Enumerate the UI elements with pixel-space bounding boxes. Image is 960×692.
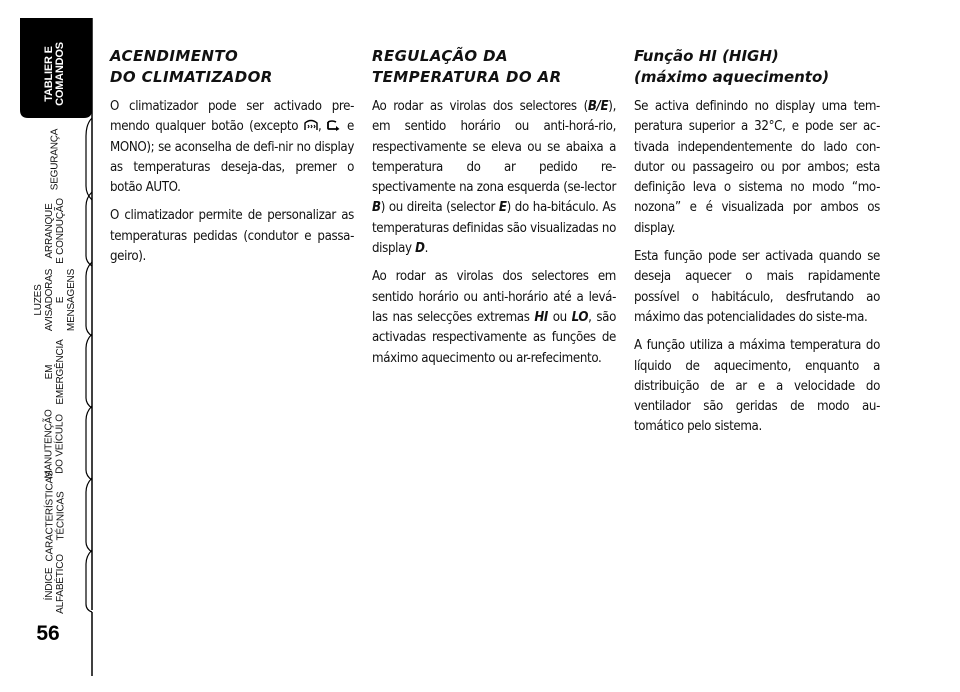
paragraph: A função utiliza a máxima temperatura do líquido de aquecimento, enquanto a distribuição de ar e a velocidade do ventilador são geridas de modo au-tomático pelo sistema. [634, 338, 880, 435]
paragraph: O climatizador permite de personalizar as temperaturas pedidas (condutor e passa-geiro). [110, 208, 354, 265]
tab-luzes-avisadoras[interactable]: LUZES AVISADORAS E MENSAGENS [33, 268, 77, 332]
tab-em-emergencia[interactable]: EM EMERGÊNCIA [44, 339, 66, 405]
recirculation-icon [327, 119, 341, 131]
paragraph: Esta função pode ser activada quando se deseja aquecer o mais rapidamente possível o habitáculo, desfrutando ao máximo das potencialidades do siste-ma. [634, 249, 880, 325]
page-number: 56 [36, 622, 60, 645]
tab-indice-alfabetico[interactable]: ÍNDICE ALFABÉTICO [44, 554, 66, 614]
section-heading: REGULAÇÃO DA TEMPERATURA DO AR [372, 47, 562, 86]
paragraph: Se activa definindo no display uma tem-peratura superior a 32°C, e pode ser ac-tivada independentemente do lado con-dutor ou passageiro ou por ambos; esta definição leva o sistema no modo “mo-nozona” e é visualizada por ambos os display. [634, 99, 880, 236]
tab-arranque-e-conducao[interactable]: ARRANQUE E CONDUÇÃO [43, 198, 66, 264]
section-acendimento [110, 46, 354, 275]
tab-seguranca[interactable]: SEGURANÇA [49, 128, 61, 190]
chapter-sidebar [0, 0, 100, 692]
section-heading: ACENDIMENTO DO CLIMATIZADOR [110, 47, 273, 86]
defrost-icon [304, 119, 318, 131]
paragraph: Ao rodar as virolas dos selectores em sentido horário ou anti-horário até a levá-las nas selecções extremas HI ou LO, são activadas respectivamente as funções de máximo aquecimento ou ar-refecimento. [372, 269, 617, 366]
section-heading: Função HI (HIGH) (máximo aquecimento) [634, 47, 830, 86]
section-funcao-hi [634, 46, 880, 446]
tab-manutencao-do-veiculo[interactable]: MANUTENÇÃO DO VEÍCULO [44, 409, 66, 479]
paragraph: Ao rodar as virolas dos selectores (B/E), em sentido horário ou anti-horá-rio, respectivamente se eleva ou se abaixa a temperatura do ar pedido re-spectivamente na zona esquerda (se-lector B) ou direita (selector E) do ha-bitáculo. As temperaturas definidas são visualizadas no display D. [372, 99, 616, 257]
tab-caracteristicas-tecnicas[interactable]: CARACTERÍSTICAS TÉCNICAS [44, 470, 66, 562]
paragraph: O climatizador pode ser activado pre-mendo qualquer botão (excepto , e MONO); se aconselha de defi-nir no display as temperaturas deseja-das, premer o botão AUTO. [110, 99, 354, 196]
tab-tablier-e-comandos[interactable]: TABLIER E COMANDOS [42, 42, 66, 106]
section-regulacao-temperatura [372, 46, 616, 377]
